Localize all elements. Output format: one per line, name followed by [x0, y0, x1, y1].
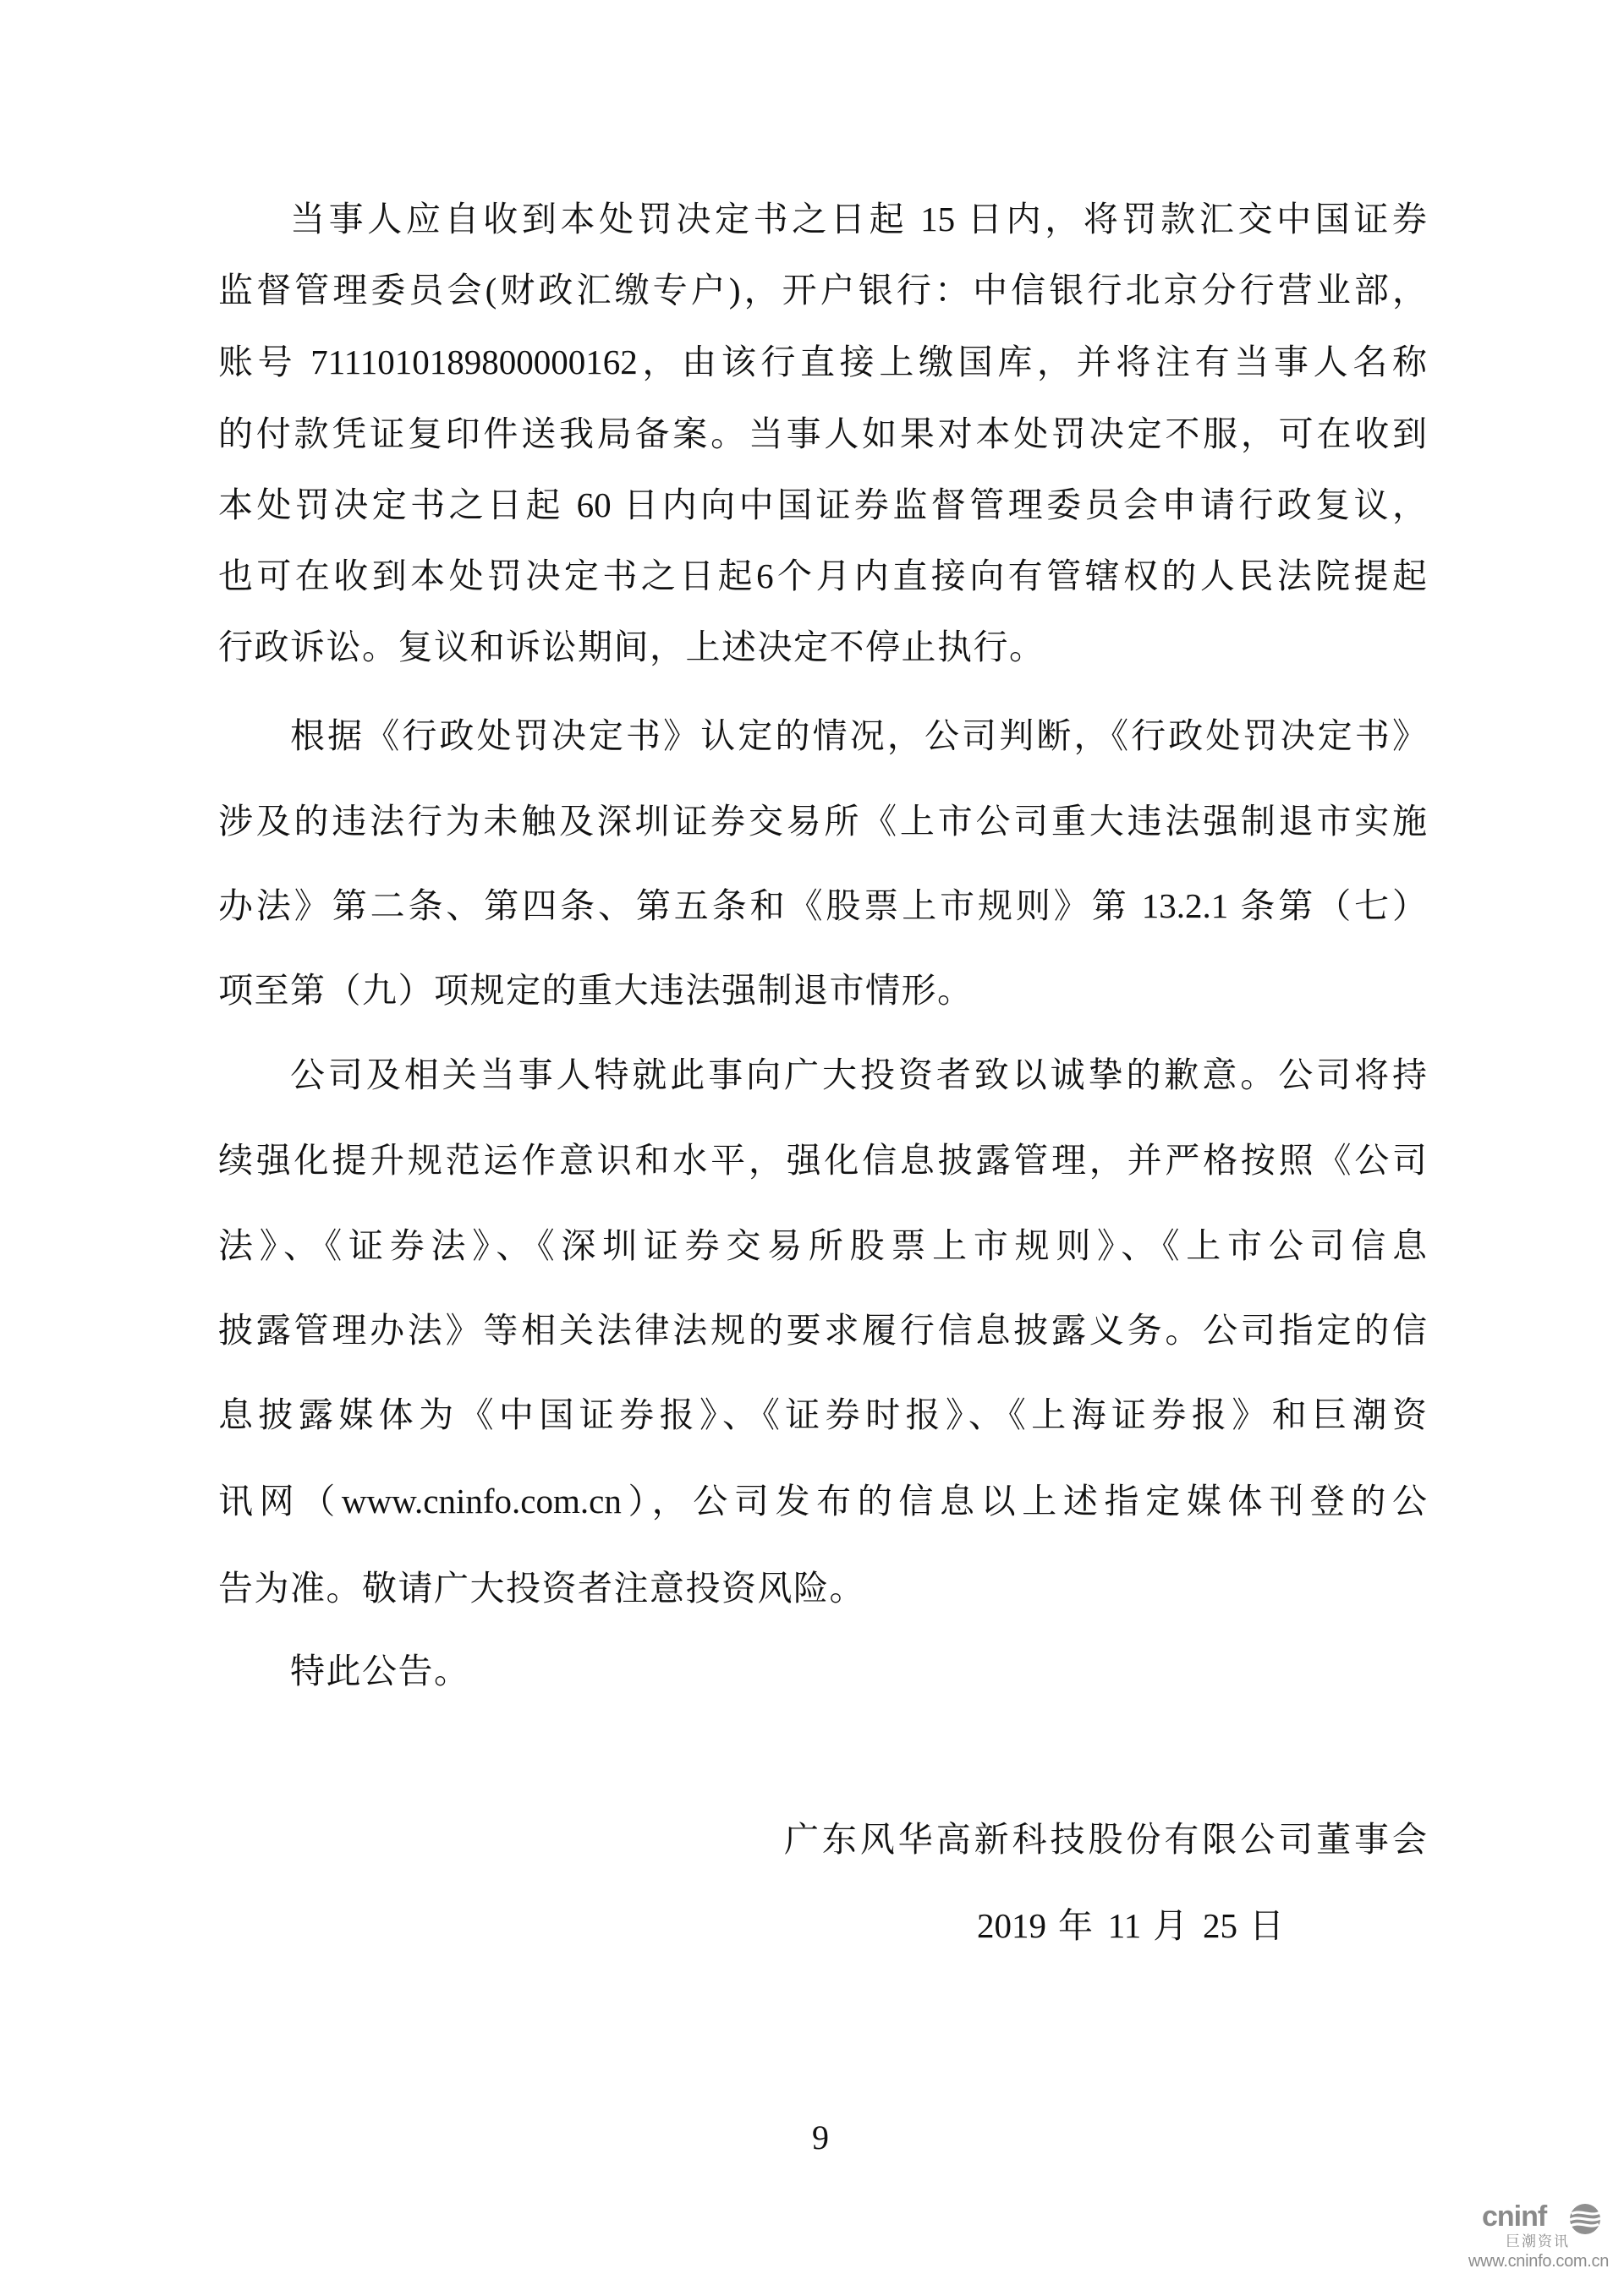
paragraph-line: 项至第（九）项规定的重大违法强制退市情形。: [218, 971, 974, 1010]
watermark-url: www.cninfo.com.cn: [1468, 2252, 1610, 2271]
paragraph-line: 监督管理委员会(财政汇缴专户)，开户银行：中信银行北京分行营业部，: [218, 271, 1427, 310]
paragraph-line: 披露管理办法》等相关法律法规的要求履行信息披露义务。公司指定的信: [218, 1311, 1427, 1350]
paragraph-line: 行政诉讼。复议和诉讼期间，上述决定不停止执行。: [218, 627, 1045, 666]
cninfo-swirl-logo-icon: [1568, 2202, 1602, 2236]
announcement-date: 2019 年 11 月 25 日: [977, 1906, 1284, 1945]
signature-board-of-directors: 广东风华高新科技股份有限公司董事会: [784, 1820, 1427, 1859]
watermark-brand: cninf: [1482, 2200, 1547, 2233]
page-number: 9: [812, 2118, 829, 2156]
paragraph-line: 讯网（www.cninfo.com.cn），公司发布的信息以上述指定媒体刊登的公: [218, 1482, 1427, 1521]
paragraph-line: 公司及相关当事人特就此事向广大投资者致以诚挚的歉意。公司将持: [290, 1055, 1427, 1094]
paragraph-line: 的付款凭证复印件送我局备案。当事人如果对本处罚决定不服，可在收到: [218, 414, 1427, 453]
paragraph-line: 本处罚决定书之日起 60 日内向中国证券监督管理委员会申请行政复议，: [218, 485, 1427, 524]
paragraph-line: 办法》第二条、第四条、第五条和《股票上市规则》第 13.2.1 条第（七）: [218, 886, 1427, 925]
paragraph-line: 当事人应自收到本处罚决定书之日起 15 日内，将罚款汇交中国证券: [290, 200, 1427, 238]
paragraph-line: 续强化提升规范运作意识和水平，强化信息披露管理，并严格按照《公司: [218, 1141, 1427, 1180]
paragraph-line: 涉及的违法行为未触及深圳证券交易所《上市公司重大违法强制退市实施: [218, 802, 1427, 841]
cninfo-watermark: [1467, 2199, 1621, 2275]
paragraph-line: 法》、《证券法》、《深圳证券交易所股票上市规则》、《上市公司信息: [218, 1226, 1427, 1265]
watermark-name-cn: 巨潮资讯: [1506, 2233, 1570, 2249]
closing-statement: 特此公告。: [290, 1652, 470, 1690]
paragraph-line: 息披露媒体为《中国证券报》、《证券时报》、《上海证券报》和巨潮资: [218, 1395, 1427, 1434]
paragraph-line: 账号 7111010189800000162，由该行直接上缴国库，并将注有当事人名称: [218, 342, 1427, 381]
paragraph-line: 告为准。敬请广大投资者注意投资风险。: [218, 1569, 865, 1608]
paragraph-line: 根据《行政处罚决定书》认定的情况，公司判断，《行政处罚决定书》: [290, 716, 1427, 755]
paragraph-line: 也可在收到本处罚决定书之日起6个月内直接向有管辖权的人民法院提起: [218, 556, 1427, 595]
